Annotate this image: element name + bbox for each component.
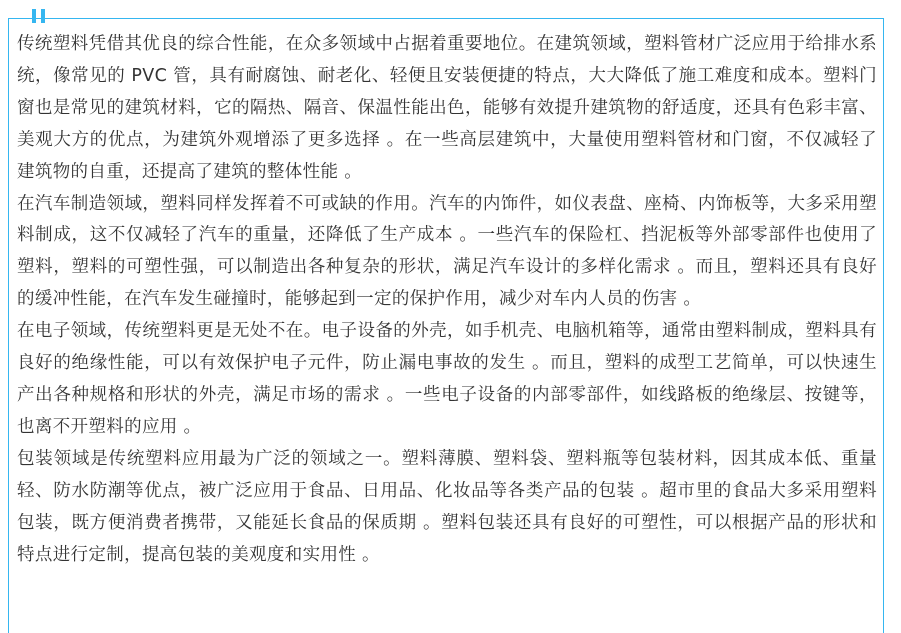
article-body — [17, 29, 877, 571]
paragraph-automotive: 在汽车制造领域，塑料同样发挥着不可或缺的作用。汽车的内饰件，如仪表盘、座椅、内饰板等，大多采用塑料制成，这不仅减轻了汽车的重量，还降低了生产成本 。一些汽车的保险杠、挡泥板等外部零部件也使用了塑料，塑料的可塑性强，可以制造出各种复杂的形状，满足汽车设计的多样化需求 。而且，塑料还具有良好的缓冲性能，在汽车发生碰撞时，能够起到一定的保护作用，减少对车内人员的伤害 。 — [17, 193, 877, 310]
paragraph-packaging: 包装领域是传统塑料应用最为广泛的领域之一。塑料薄膜、塑料袋、塑料瓶等包装材料，因其成本低、重量轻、防水防潮等优点，被广泛应用于食品、日用品、化妆品等各类产品的包装 。超市里的食品大多采用塑料包装，既方便消费者携带，又能延长食品的保质期 。塑料包装还具有良好的可塑性，可以根据产品的形状和特点进行定制，提高包装的美观度和实用性 。 — [17, 448, 877, 565]
paragraph-electronics: 在电子领域，传统塑料更是无处不在。电子设备的外壳，如手机壳、电脑机箱等，通常由塑料制成，塑料具有良好的绝缘性能，可以有效保护电子元件，防止漏电事故的发生 。而且，塑料的成型工艺简单，可以快速生产出各种规格和形状的外壳，满足市场的需求 。一些电子设备的内部零部件，如线路板的绝缘层、按键等，也离不开塑料的应用 。 — [17, 321, 877, 437]
paragraph-construction: 传统塑料凭借其优良的综合性能，在众多领域中占据着重要地位。在建筑领域，塑料管材广泛应用于给排水系统，像常见的 PVC 管，具有耐腐蚀、耐老化、轻便且安装便捷的特点，大大降低了施工难度和成本。塑料门窗也是常见的建筑材料，它的隔热、隔音、保温性能出色，能够有效提升建筑物的舒适度，还具有色彩丰富、美观大方的优点，为建筑外观增添了更多选择 。在一些高层建筑中，大量使用塑料管材和门窗，不仅减轻了建筑物的自重，还提高了建筑的整体性能 。 — [17, 34, 877, 182]
